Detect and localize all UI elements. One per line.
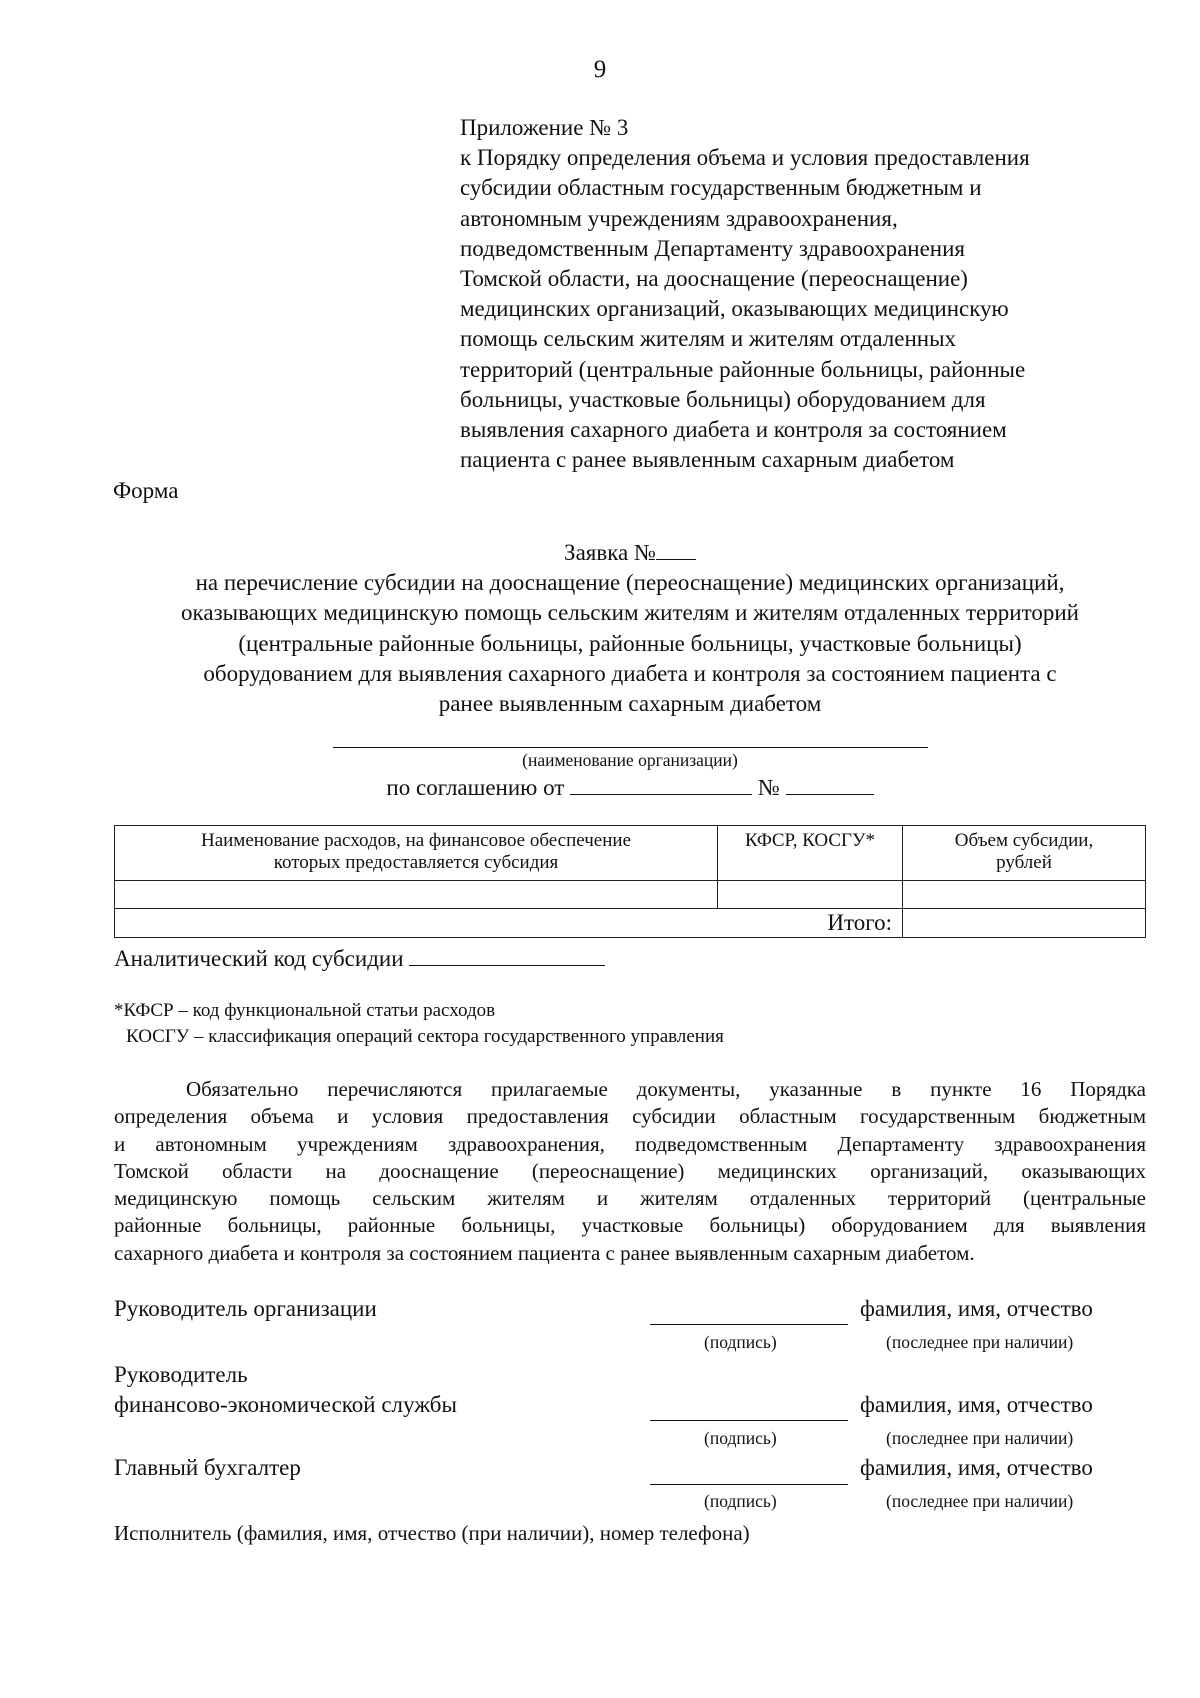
analytic-code bbox=[114, 946, 605, 972]
signature-head-fio-caption: (последнее при наличии) bbox=[886, 1332, 1074, 1352]
attachments-paragraph bbox=[114, 1076, 1146, 1267]
appendix-line: Приложение № 3 bbox=[460, 115, 629, 140]
signature-fin-label-line1: Руководитель bbox=[114, 1362, 248, 1387]
paragraph-line: и автономным учреждениям здравоохранения, подведомственным Департаменту здравоохранения bbox=[114, 1131, 1146, 1156]
cell-kfsr-kosgu[interactable] bbox=[718, 881, 903, 909]
header-kfsr-kosgu: КФСР, КОСГУ* bbox=[718, 826, 903, 881]
total-label: Итого: bbox=[115, 909, 903, 938]
footnote-kosgu: КОСГУ – классификация операций сектора государственного управления bbox=[126, 1026, 724, 1047]
paragraph-line: районные больницы, районные больницы, участковые больницы) оборудованием для выявления bbox=[114, 1213, 1146, 1238]
appendix-line: пациента с ранее выявленным сахарным диабетом bbox=[460, 447, 955, 473]
paragraph-line: медицинскую помощь сельским жителям и жителям отдаленных территорий (центральные bbox=[114, 1186, 1146, 1211]
cell-subsidy-amount[interactable] bbox=[903, 881, 1146, 909]
appendix-line: медицинских организаций, оказывающих медицинскую bbox=[460, 296, 1009, 322]
request-line: оборудованием для выявления сахарного диабета и контроля за состоянием пациента с bbox=[203, 660, 1057, 686]
agreement-date-blank[interactable] bbox=[570, 793, 752, 795]
appendix-line: субсидии областным государственным бюджетным и bbox=[460, 175, 982, 201]
signature-accountant-caption: (подпись) bbox=[704, 1491, 777, 1511]
signature-accountant-blank[interactable] bbox=[650, 1484, 848, 1485]
organization-name-caption: (наименование организации) bbox=[522, 750, 738, 770]
appendix-line: выявления сахарного диабета и контроля за состоянием bbox=[460, 417, 1007, 443]
agreement-number-blank[interactable] bbox=[786, 793, 874, 795]
analytic-code-blank[interactable] bbox=[409, 964, 605, 966]
table-row bbox=[115, 881, 1146, 909]
table-header-row bbox=[115, 826, 1146, 881]
appendix-line: автономным учреждениям здравоохранения, bbox=[460, 205, 898, 231]
header-expense-name-line1: Наименование расходов, на финансовое обеспечение bbox=[200, 830, 632, 851]
appendix-line: помощь сельским жителям и жителям отдаленных bbox=[460, 326, 957, 352]
signature-head-fio: фамилия, имя, отчество bbox=[860, 1296, 1093, 1321]
signature-fin-blank[interactable] bbox=[650, 1420, 848, 1421]
agreement-number-sign: № bbox=[757, 775, 780, 800]
appendix-line: Томской области, на дооснащение (переоснащение) bbox=[460, 266, 968, 292]
agreement-line bbox=[0, 775, 1200, 801]
request-title-text: Заявка № bbox=[564, 540, 656, 565]
table-total-row bbox=[115, 909, 1146, 938]
executor-line: Исполнитель (фамилия, имя, отчество (при наличии), номер телефона) bbox=[114, 1521, 750, 1545]
request-line: оказывающих медицинскую помощь сельским жителям и жителям отдаленных территорий bbox=[181, 600, 1079, 626]
agreement-prefix: по соглашению от bbox=[386, 775, 565, 800]
cell-total-amount[interactable] bbox=[903, 909, 1146, 938]
signature-head-blank[interactable] bbox=[650, 1324, 848, 1325]
analytic-code-label: Аналитический код субсидии bbox=[114, 946, 404, 971]
organization-name-blank[interactable] bbox=[333, 747, 928, 748]
signature-fin-fio: фамилия, имя, отчество bbox=[860, 1392, 1093, 1417]
signature-head-label: Руководитель организации bbox=[114, 1296, 377, 1321]
request-title bbox=[0, 538, 1200, 568]
signature-accountant-label: Главный бухгалтер bbox=[114, 1455, 301, 1480]
appendix-line: подведомственным Департаменту здравоохранения bbox=[460, 235, 966, 261]
paragraph-line: Томской области на дооснащение (переоснащение) медицинских организаций, оказывающих bbox=[114, 1158, 1146, 1183]
subsidy-table bbox=[114, 825, 1146, 938]
appendix-header bbox=[460, 113, 1160, 475]
request-line: на перечисление субсидии на дооснащение (переоснащение) медицинских организаций, bbox=[195, 570, 1065, 596]
signature-fin-label-line2: финансово-экономической службы bbox=[114, 1392, 457, 1417]
request-line: ранее выявленным сахарным диабетом bbox=[438, 691, 822, 717]
signature-accountant-fio-caption: (последнее при наличии) bbox=[886, 1491, 1074, 1511]
paragraph-line: сахарного диабета и контроля за состоянием пациента с ранее выявленным сахарным диабетом. bbox=[114, 1240, 975, 1265]
header-expense-name bbox=[115, 826, 718, 881]
page-number: 9 bbox=[593, 56, 607, 83]
signature-fin-fio-caption: (последнее при наличии) bbox=[886, 1428, 1074, 1448]
header-subsidy-amount-line1: Объем субсидии, bbox=[954, 830, 1094, 851]
paragraph-line: определения объема и условия предоставления субсидии областным государственным бюджетным bbox=[114, 1104, 1146, 1129]
header-expense-name-line2: которых предоставляется субсидия bbox=[273, 852, 559, 873]
signature-head-caption: (подпись) bbox=[704, 1332, 777, 1352]
header-subsidy-amount-line2: рублей bbox=[996, 852, 1052, 873]
appendix-line: территорий (центральные районные больницы, районные bbox=[460, 356, 1026, 382]
paragraph-line: Обязательно перечисляются прилагаемые документы, указанные в пункте 16 Порядка bbox=[186, 1077, 1146, 1101]
form-label: Форма bbox=[113, 478, 179, 503]
signature-accountant-fio: фамилия, имя, отчество bbox=[860, 1455, 1093, 1480]
appendix-line: больницы, участковые больницы) оборудованием для bbox=[460, 386, 986, 412]
request-number-blank[interactable] bbox=[656, 558, 696, 560]
request-line: (центральные районные больницы, районные больницы, участковые больницы) bbox=[238, 630, 1022, 656]
appendix-line: к Порядку определения объема и условия предоставления bbox=[460, 145, 1030, 171]
footnote-kfsr: *КФСР – код функциональной статьи расходов bbox=[114, 1000, 496, 1021]
cell-expense-name[interactable] bbox=[115, 881, 718, 909]
signature-fin-caption: (подпись) bbox=[704, 1428, 777, 1448]
header-subsidy-amount bbox=[903, 826, 1146, 881]
request-heading bbox=[0, 538, 1200, 719]
